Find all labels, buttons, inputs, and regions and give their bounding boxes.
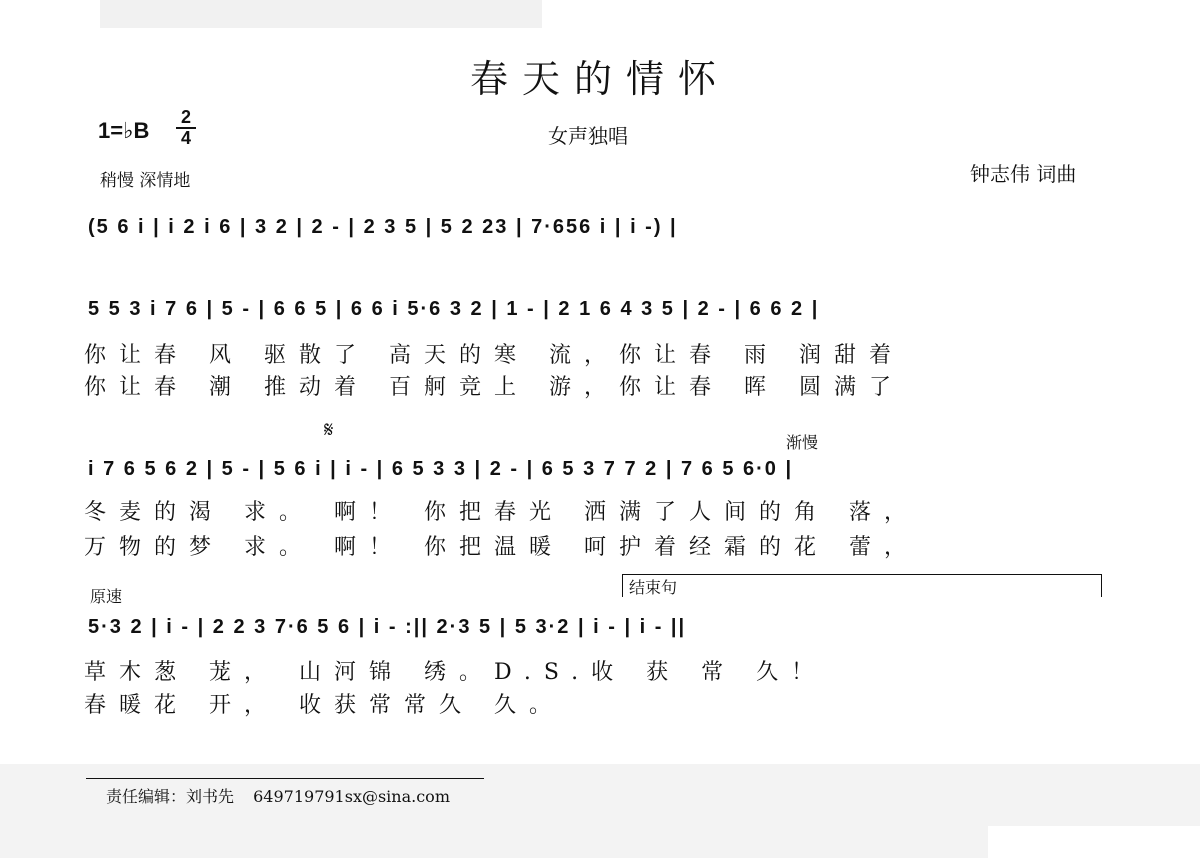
time-signature <box>176 108 196 148</box>
notation-text: (5 6 i | i 2 i 6 | 3 2 | 2 - | 2 3 5 | 5 2 23 | 7·656 i | i -) | <box>88 216 678 238</box>
ending-label: 结束句 <box>629 578 678 597</box>
composer-credit: 钟志伟 词曲 <box>970 162 1077 186</box>
editor-email: 649719791sx@sina.com <box>253 787 450 806</box>
tempo-marking: 稍慢 深情地 <box>100 171 191 191</box>
lyric-line-2-verse-1: 冬麦的渴 求。 啊！ 你把春光 洒满了人间的角 落， <box>84 500 919 525</box>
notation-text: 5·3 2 | i - | 2 2 3 7·6 5 6 | i - :|| 2·3 5 | 5 3·2 | i - | i - || <box>88 616 687 638</box>
meter-bottom: 4 <box>176 127 196 148</box>
gradual-slow-marking: 渐慢 <box>786 433 819 452</box>
footer-divider <box>86 778 484 779</box>
header-blur-region <box>100 0 542 28</box>
key-signature: 1=♭B <box>98 118 150 143</box>
lyric-line-2-verse-2: 万物的梦 求。 啊！ 你把温暖 呵护着经霜的花 蕾， <box>84 535 919 560</box>
song-title: 春天的情怀 <box>469 57 730 101</box>
original-tempo-marking: 原速 <box>90 587 123 606</box>
performance-type: 女声独唱 <box>548 124 628 148</box>
lyric-line-3-verse-2: 春暖花 开， 收获常常久 久。 <box>84 693 564 718</box>
lyric-line-3-verse-1: 草木葱 茏， 山河锦 绣。D.S.收 获 常 久！ <box>84 660 827 685</box>
corner-region <box>988 826 1200 858</box>
lyric-line-1-verse-1: 你让春 风 驱散了 高天的寒 流，你让春 雨 润甜着 <box>84 343 904 368</box>
segno-sign: 𝄋 <box>324 418 334 443</box>
editor-credit: 责任编辑：刘书先 <box>106 787 235 806</box>
notation-text: 5 5 3 i 7 6 | 5 - | 6 6 5 | 6 6 i 5·6 3 2 | 1 - | 2 1 6 4 3 5 | 2 - | 6 6 2 | <box>88 298 820 320</box>
meter-top: 2 <box>180 107 191 127</box>
ending-bracket <box>622 574 1102 597</box>
notation-row-1 <box>88 216 1118 266</box>
footer-credit <box>106 784 450 807</box>
lyric-line-1-verse-2: 你让春 潮 推动着 百舸竞上 游，你让春 晖 圆满了 <box>84 375 904 400</box>
notation-text: i 7 6 5 6 2 | 5 - | 5 6 i | i - | 6 5 3 3 | 2 - | 6 5 3 7 7 2 | 7 6 5 6·0 | <box>88 458 794 480</box>
